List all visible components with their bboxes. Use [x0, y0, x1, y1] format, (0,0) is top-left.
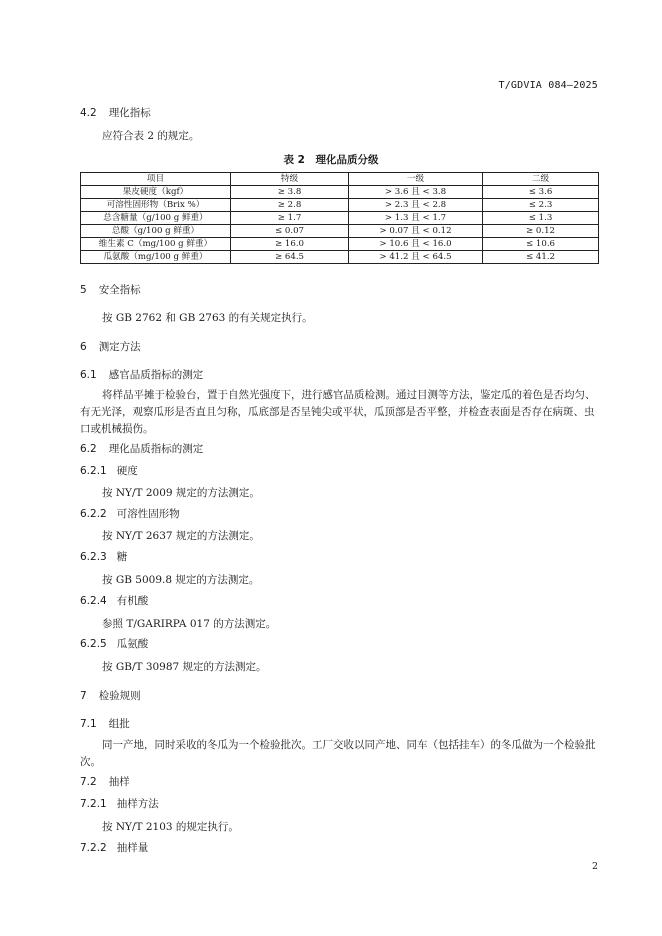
section-title: 安全指标 — [98, 284, 141, 296]
table-cell: ≤ 3.6 — [483, 186, 599, 199]
table-row — [81, 225, 599, 238]
table-cell: ≤ 2.3 — [483, 199, 599, 212]
table-cell: 总酸（g/100 g 鲜重） — [81, 225, 231, 238]
section-number: 4.2 — [80, 107, 97, 119]
section-7-1-text: 同一产地，同时采收的冬瓜为一个检验批次。工厂交收以同产地、同车（包括挂车）的冬瓜做为一个检验批次。 — [80, 739, 596, 768]
table-cell: 总含糖量（g/100 g 鲜重） — [81, 212, 231, 225]
table-cell: 维生素 C（mg/100 g 鲜重） — [81, 238, 231, 251]
section-6-2-4-heading — [80, 594, 148, 608]
section-6-1-heading — [80, 368, 203, 382]
table-cell: > 0.07 且 < 0.12 — [349, 225, 483, 238]
section-6-2-5-text: 按 GB/T 30987 规定的方法测定。 — [102, 661, 267, 673]
table-cell: ≤ 0.07 — [231, 225, 349, 238]
section-title: 可溶性固形物 — [116, 508, 180, 520]
section-number: 6.2.4 — [80, 595, 107, 607]
table-cell: ≥ 3.8 — [231, 186, 349, 199]
section-5-text: 按 GB 2762 和 GB 2763 的有关规定执行。 — [102, 312, 313, 324]
table-row — [81, 199, 599, 212]
section-number: 6.2.2 — [80, 508, 107, 520]
section-6-2-heading — [80, 442, 203, 456]
section-number: 7.2 — [80, 776, 97, 788]
table-cell: > 3.6 且 < 3.8 — [349, 186, 483, 199]
section-number: 6.2.3 — [80, 551, 107, 563]
section-number: 6.2.5 — [80, 638, 107, 650]
section-7-2-1-text: 按 NY/T 2103 的规定执行。 — [102, 821, 239, 833]
section-6-2-5-heading — [80, 637, 148, 651]
table-2-caption: 表 2 理化品质分级 — [283, 154, 379, 166]
section-number: 6.2.1 — [80, 465, 107, 477]
section-number: 6 — [80, 341, 87, 353]
section-number: 7 — [80, 690, 87, 702]
section-title: 抽样方法 — [116, 798, 159, 810]
section-title: 有机酸 — [116, 595, 149, 607]
table-cell: ≤ 10.6 — [483, 238, 599, 251]
table-cell: 可溶性固形物（Brix %） — [81, 199, 231, 212]
page-number: 2 — [591, 861, 598, 872]
section-6-2-3-text: 按 GB 5009.8 规定的方法测定。 — [102, 574, 260, 586]
table-row — [81, 212, 599, 225]
table-cell: ≥ 0.12 — [483, 225, 599, 238]
section-number: 6.1 — [80, 369, 97, 381]
table-cell: ≥ 64.5 — [231, 251, 349, 264]
section-number: 7.2.2 — [80, 842, 107, 854]
table-cell: ≥ 1.7 — [231, 212, 349, 225]
section-6-heading — [80, 340, 141, 354]
document-id: T/GDVIA 084—2025 — [498, 80, 598, 91]
section-number: 5 — [80, 284, 87, 296]
section-number: 7.2.1 — [80, 798, 107, 810]
section-title: 糖 — [116, 551, 128, 563]
section-title: 硬度 — [116, 465, 138, 477]
header-cell-grade-2: 二级 — [483, 173, 599, 186]
header-cell-item: 项目 — [81, 173, 231, 186]
section-6-2-2-text: 按 NY/T 2637 规定的方法测定。 — [102, 530, 260, 542]
table-cell: > 41.2 且 < 64.5 — [349, 251, 483, 264]
table-cell: > 1.3 且 < 1.7 — [349, 212, 483, 225]
table-header-row — [81, 173, 599, 186]
section-7-2-2-heading — [80, 841, 148, 855]
table-cell: > 2.3 且 < 2.8 — [349, 199, 483, 212]
header-cell-grade-1: 一级 — [349, 173, 483, 186]
section-4-2-text: 应符合表 2 的规定。 — [102, 130, 200, 142]
section-6-2-1-heading — [80, 464, 138, 478]
section-6-2-4-text: 参照 T/GARIRPA 017 的方法测定。 — [102, 618, 277, 630]
section-6-1-text: 将样品平摊于检验台，置于自然光强度下，进行感官品质检测。通过目测等方法，鉴定瓜的着色是否均匀、有无光泽，观察瓜形是否直且匀称，瓜底部是否呈钝尖或平状，瓜顶部是否平整，并检查表面是否存在病斑、虫口或机械损伤。 — [80, 389, 596, 435]
section-title: 理化品质指标的测定 — [108, 443, 204, 455]
table-cell: 果皮硬度（kgf） — [81, 186, 231, 199]
section-title: 检验规则 — [98, 690, 141, 702]
section-4-2-heading — [80, 106, 151, 120]
section-5-heading — [80, 283, 141, 297]
table-cell: ≤ 41.2 — [483, 251, 599, 264]
section-number: 6.2 — [80, 443, 97, 455]
section-6-2-2-heading — [80, 507, 180, 521]
section-6-2-3-heading — [80, 550, 127, 564]
section-title: 瓜氨酸 — [116, 638, 149, 650]
section-title: 抽样量 — [116, 842, 149, 854]
header-cell-premium: 特级 — [231, 173, 349, 186]
table-row — [81, 251, 599, 264]
table-row — [81, 238, 599, 251]
section-number: 7.1 — [80, 718, 97, 730]
section-7-2-heading — [80, 775, 130, 789]
section-title: 抽样 — [108, 776, 130, 788]
section-7-1-heading — [80, 717, 130, 731]
section-7-2-1-heading — [80, 797, 159, 811]
table-cell: > 10.6 且 < 16.0 — [349, 238, 483, 251]
table-cell: ≥ 2.8 — [231, 199, 349, 212]
table-cell: 瓜氨酸（mg/100 g 鲜重） — [81, 251, 231, 264]
table-2-quality-grades — [80, 172, 599, 264]
section-6-2-1-text: 按 NY/T 2009 规定的方法测定。 — [102, 487, 260, 499]
section-title: 理化指标 — [108, 107, 151, 119]
section-7-heading — [80, 689, 141, 703]
section-title: 感官品质指标的测定 — [108, 369, 204, 381]
section-title: 测定方法 — [98, 341, 141, 353]
table-row — [81, 186, 599, 199]
table-cell: ≤ 1.3 — [483, 212, 599, 225]
section-title: 组批 — [108, 718, 130, 730]
table-cell: ≥ 16.0 — [231, 238, 349, 251]
